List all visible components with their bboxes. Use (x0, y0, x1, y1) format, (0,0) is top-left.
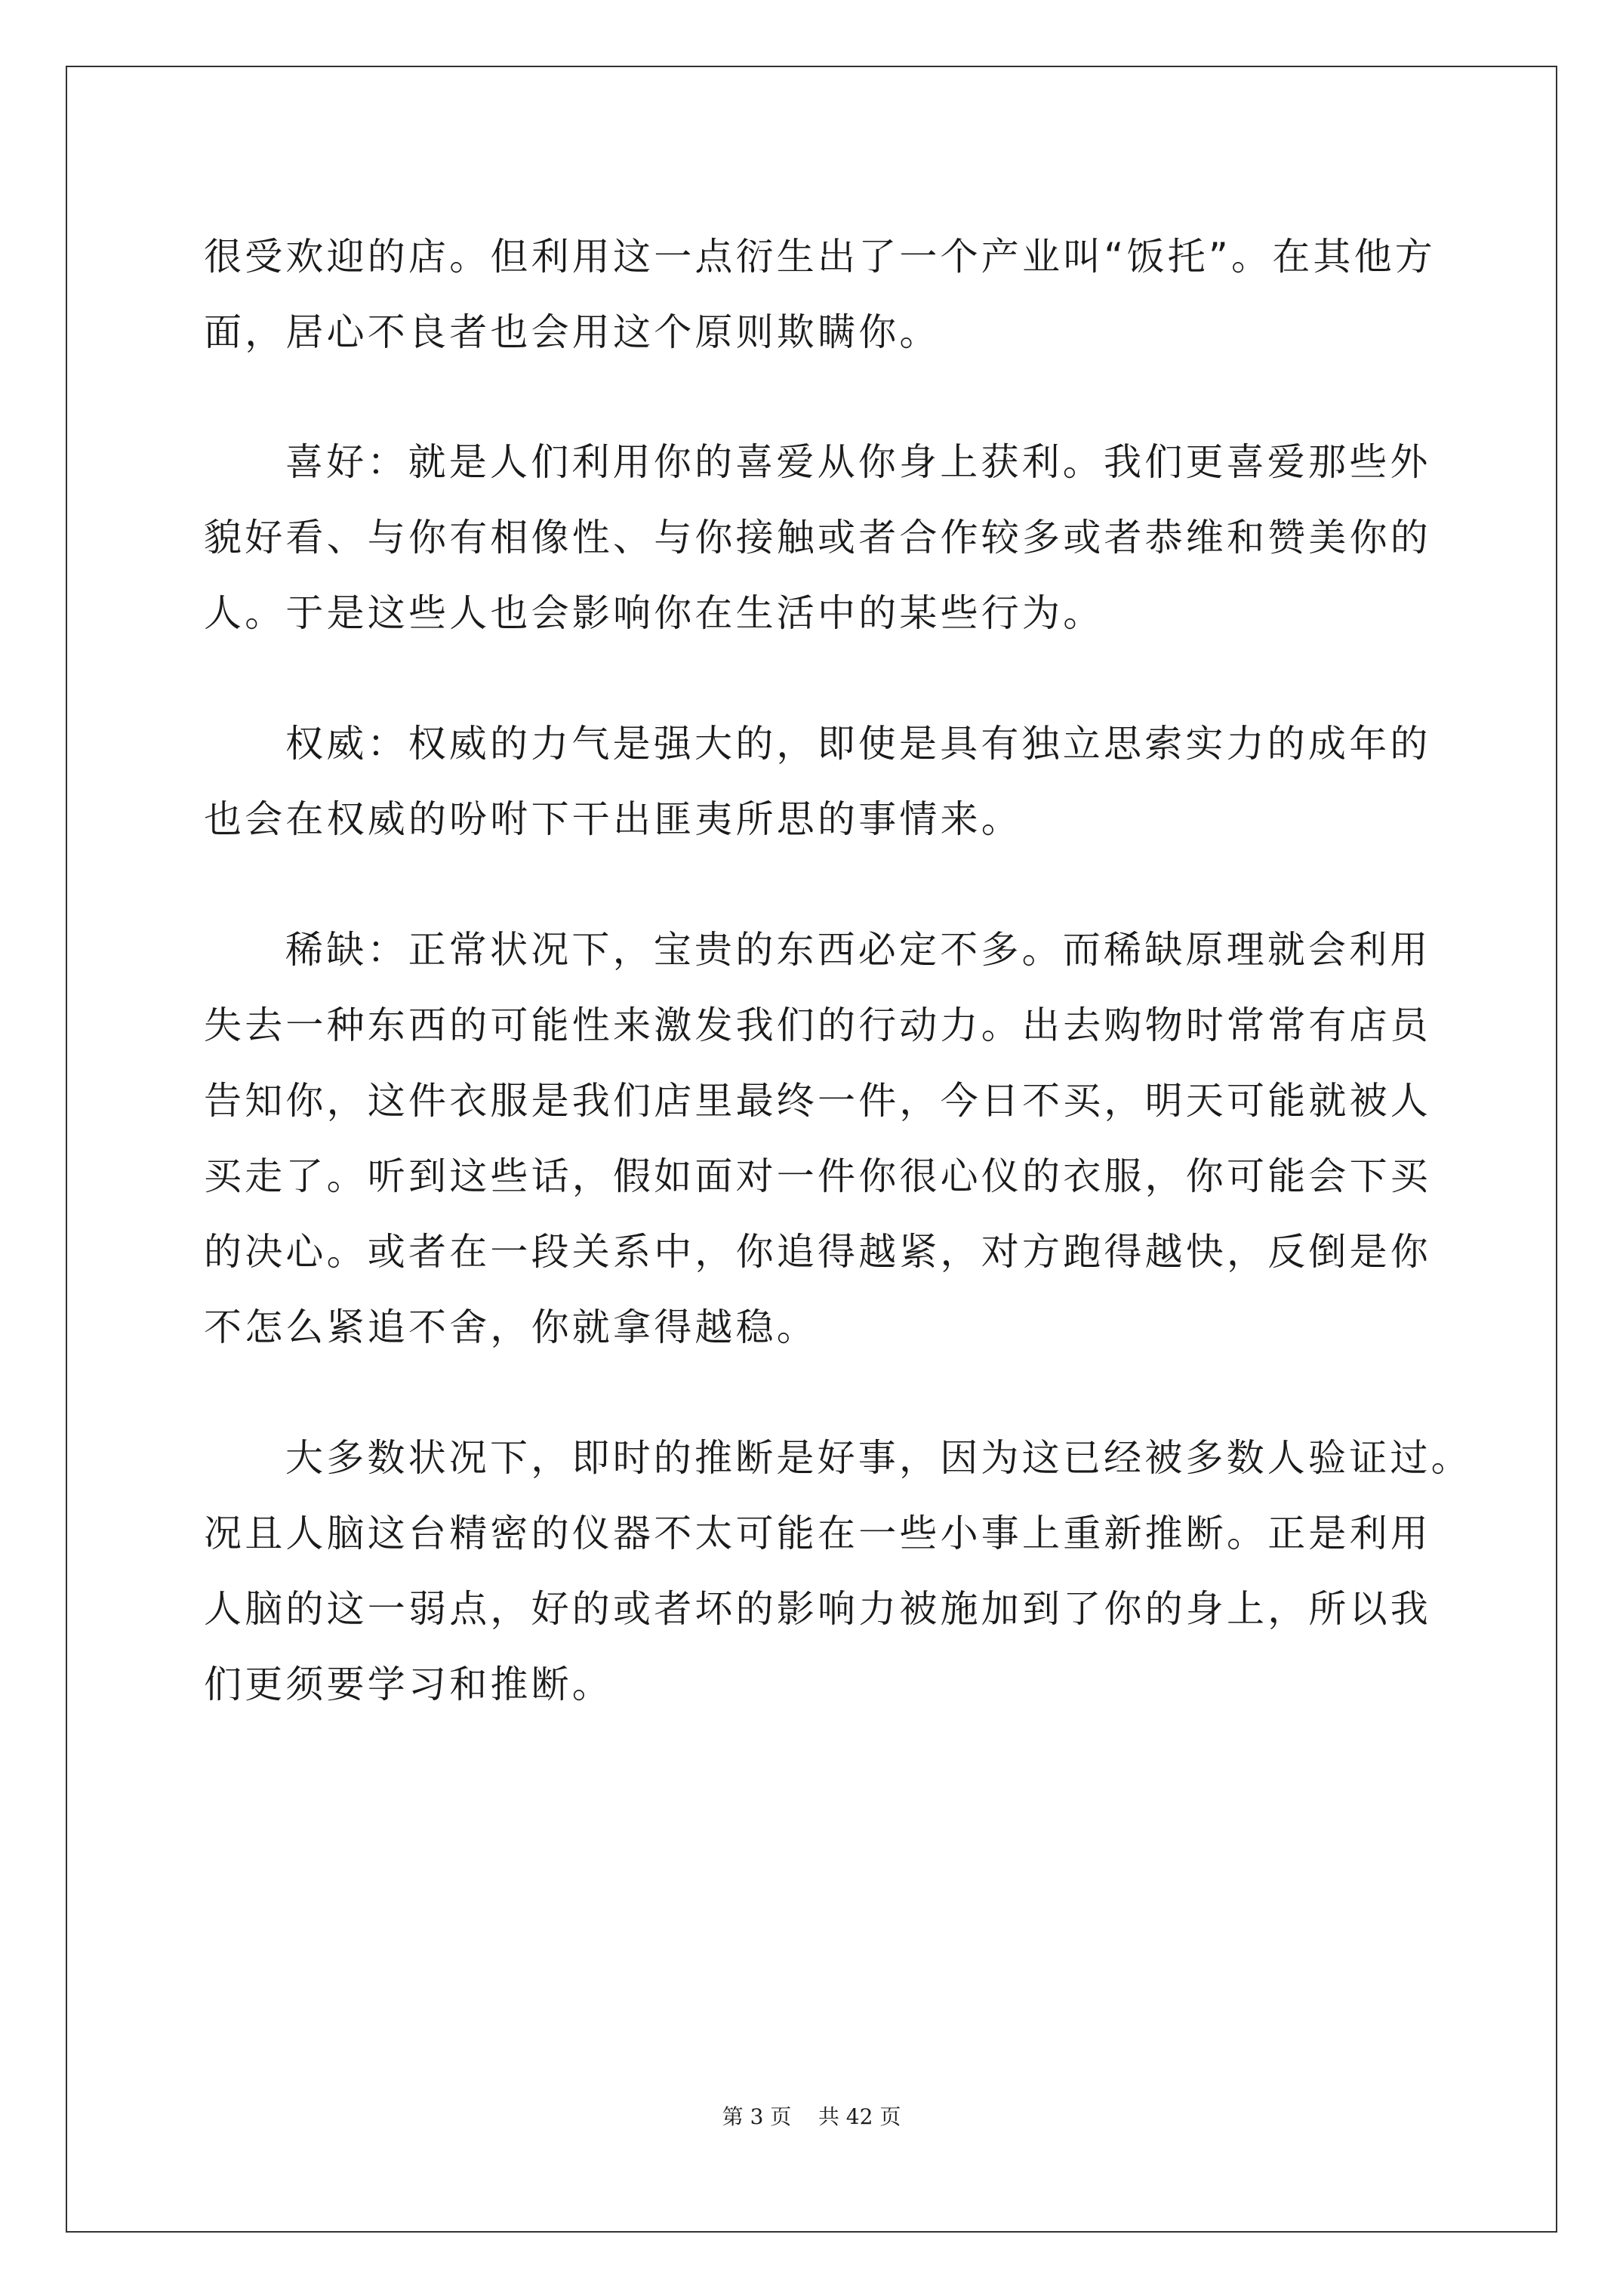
paragraph-line: 稀缺：正常状况下，宝贵的东西必定不多。而稀缺原理就会利用 (285, 928, 1431, 972)
paragraph-line: 权威：权威的力气是强大的，即使是具有独立思索实力的成年的 (285, 722, 1431, 766)
page-footer: 第 3 页 共 42 页 (722, 2104, 901, 2129)
paragraph-line: 很受欢迎的店。但利用这一点衍生出了一个产业叫“饭托”。在其他方 (204, 235, 1437, 279)
paragraph-line: 买走了。听到这些话，假如面对一件你很心仪的衣服，你可能会下买 (204, 1154, 1431, 1198)
paragraph-line: 的决心。或者在一段关系中，你追得越紧，对方跑得越快，反倒是你 (204, 1230, 1431, 1274)
paragraph-line: 喜好：就是人们利用你的喜爱从你身上获利。我们更喜爱那些外 (285, 440, 1431, 484)
paragraph-line: 告知你，这件衣服是我们店里最终一件，今日不买，明天可能就被人 (204, 1079, 1431, 1123)
paragraph-line: 人脑的这一弱点，好的或者坏的影响力被施加到了你的身上，所以我 (204, 1587, 1431, 1631)
paragraph-line: 大多数状况下，即时的推断是好事，因为这已经被多数人验证过。 (285, 1436, 1472, 1480)
page-border (66, 66, 1557, 2233)
paragraph-line: 们更须要学习和推断。 (204, 1663, 613, 1706)
paragraph-line: 也会在权威的吩咐下干出匪夷所思的事情来。 (204, 797, 1022, 841)
paragraph-line: 不怎么紧追不舍，你就拿得越稳。 (204, 1305, 818, 1349)
paragraph-line: 貌好看、与你有相像性、与你接触或者合作较多或者恭维和赞美你的 (204, 516, 1431, 559)
paragraph-line: 面，居心不良者也会用这个原则欺瞒你。 (204, 310, 941, 354)
paragraph-line: 人。于是这些人也会影响你在生活中的某些行为。 (204, 591, 1104, 635)
paragraph-line: 失去一种东西的可能性来激发我们的行动力。出去购物时常常有店员 (204, 1003, 1431, 1047)
paragraph-line: 况且人脑这台精密的仪器不太可能在一些小事上重新推断。正是利用 (204, 1512, 1431, 1555)
